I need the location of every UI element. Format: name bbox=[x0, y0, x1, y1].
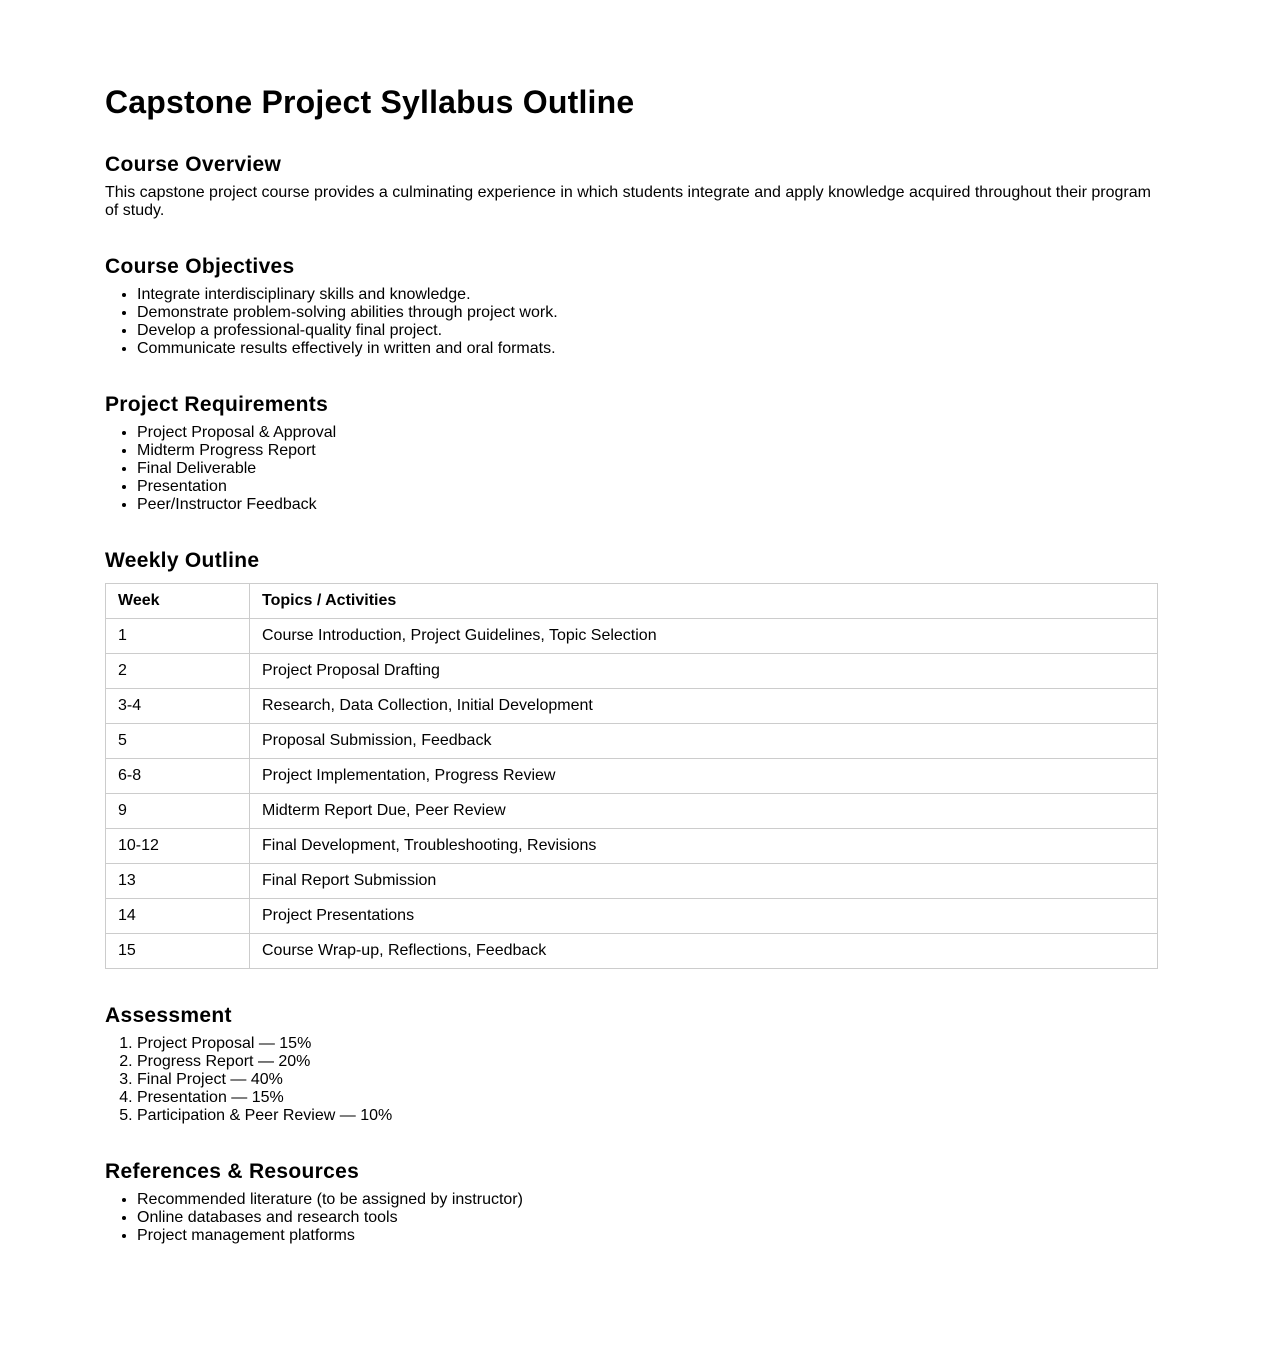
project-requirements-section bbox=[105, 392, 1158, 514]
week-cell: 5 bbox=[106, 724, 250, 759]
references-heading: References & Resources bbox=[105, 1160, 360, 1183]
list-item: • Peer/Instructor Feedback bbox=[137, 496, 1158, 514]
table-row bbox=[106, 864, 1158, 899]
weekly-outline-heading: Weekly Outline bbox=[105, 549, 260, 572]
topics-cell: Course Introduction, Project Guidelines, Topic Selection bbox=[250, 619, 1158, 654]
list-item: 1. Project Proposal — 15% bbox=[137, 1035, 1158, 1053]
list-item: • Online databases and research tools bbox=[137, 1209, 1158, 1227]
table-row bbox=[106, 654, 1158, 689]
table-row bbox=[106, 724, 1158, 759]
table-row bbox=[106, 899, 1158, 934]
list-item: • Integrate interdisciplinary skills and knowledge. bbox=[137, 286, 1158, 304]
table-row bbox=[106, 794, 1158, 829]
weekly-outline-table bbox=[105, 583, 1158, 969]
topics-cell: Project Proposal Drafting bbox=[250, 654, 1158, 689]
topics-cell: Proposal Submission, Feedback bbox=[250, 724, 1158, 759]
week-cell: 1 bbox=[106, 619, 250, 654]
list-item: • Develop a professional-quality final project. bbox=[137, 322, 1158, 340]
week-cell: 2 bbox=[106, 654, 250, 689]
assessment-list bbox=[105, 1035, 1158, 1125]
list-item: • Project management platforms bbox=[137, 1227, 1158, 1245]
list-item: 3. Final Project — 40% bbox=[137, 1071, 1158, 1089]
list-item: • Presentation bbox=[137, 478, 1158, 496]
project-requirements-heading: Project Requirements bbox=[105, 393, 329, 416]
requirements-list bbox=[105, 424, 1158, 514]
course-overview-heading: Course Overview bbox=[105, 153, 282, 176]
week-cell: 9 bbox=[106, 794, 250, 829]
table-header-row bbox=[106, 584, 1158, 619]
table-row bbox=[106, 619, 1158, 654]
topics-cell: Research, Data Collection, Initial Development bbox=[250, 689, 1158, 724]
list-item: • Communicate results effectively in written and oral formats. bbox=[137, 340, 1158, 358]
topics-cell: Midterm Report Due, Peer Review bbox=[250, 794, 1158, 829]
week-cell: 13 bbox=[106, 864, 250, 899]
weekly-outline-section bbox=[105, 548, 1158, 969]
table-row bbox=[106, 934, 1158, 969]
list-item: • Demonstrate problem-solving abilities through project work. bbox=[137, 304, 1158, 322]
list-item: 4. Presentation — 15% bbox=[137, 1089, 1158, 1107]
table-row bbox=[106, 829, 1158, 864]
page-title: Capstone Project Syllabus Outline bbox=[105, 84, 635, 120]
references-list bbox=[105, 1191, 1158, 1245]
course-overview-section bbox=[105, 152, 1158, 220]
topics-cell: Final Development, Troubleshooting, Revisions bbox=[250, 829, 1158, 864]
week-cell: 6-8 bbox=[106, 759, 250, 794]
table-row bbox=[106, 759, 1158, 794]
column-header-week: Week bbox=[106, 584, 250, 619]
course-overview-text: This capstone project course provides a culminating experience in which students integrate and apply knowledge acquired throughout their program of study. bbox=[105, 184, 1151, 219]
course-objectives-heading: Course Objectives bbox=[105, 255, 295, 278]
objectives-list bbox=[105, 286, 1158, 358]
topics-cell: Course Wrap-up, Reflections, Feedback bbox=[250, 934, 1158, 969]
assessment-section bbox=[105, 1003, 1158, 1125]
column-header-topics: Topics / Activities bbox=[250, 584, 1158, 619]
week-cell: 3-4 bbox=[106, 689, 250, 724]
week-cell: 10-12 bbox=[106, 829, 250, 864]
list-item: • Recommended literature (to be assigned by instructor) bbox=[137, 1191, 1158, 1209]
list-item: • Midterm Progress Report bbox=[137, 442, 1158, 460]
references-section bbox=[105, 1159, 1158, 1245]
list-item: 2. Progress Report — 20% bbox=[137, 1053, 1158, 1071]
table-row bbox=[106, 689, 1158, 724]
list-item: 5. Participation & Peer Review — 10% bbox=[137, 1107, 1158, 1125]
topics-cell: Project Presentations bbox=[250, 899, 1158, 934]
topics-cell: Project Implementation, Progress Review bbox=[250, 759, 1158, 794]
assessment-heading: Assessment bbox=[105, 1004, 232, 1027]
course-objectives-section bbox=[105, 254, 1158, 358]
topics-cell: Final Report Submission bbox=[250, 864, 1158, 899]
list-item: • Final Deliverable bbox=[137, 460, 1158, 478]
week-cell: 14 bbox=[106, 899, 250, 934]
list-item: • Project Proposal & Approval bbox=[137, 424, 1158, 442]
week-cell: 15 bbox=[106, 934, 250, 969]
